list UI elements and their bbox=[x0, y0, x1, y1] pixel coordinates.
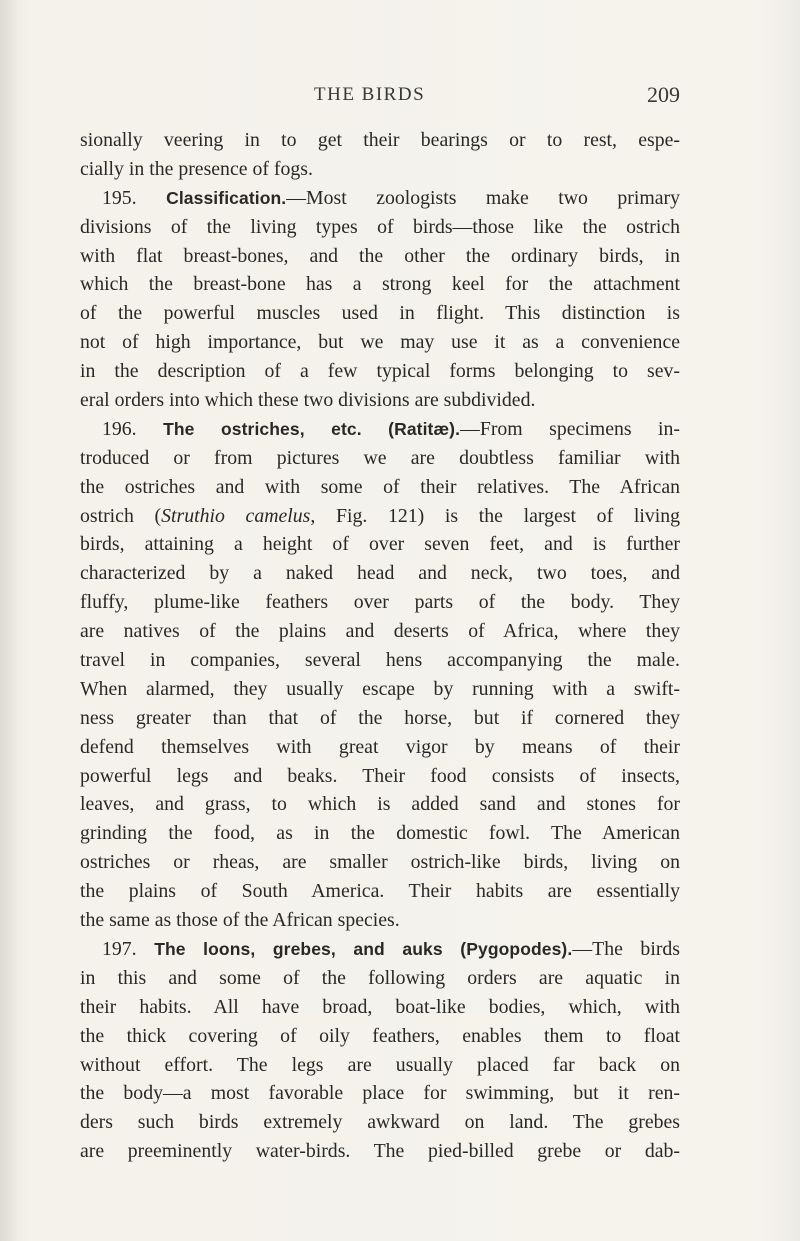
text-line: without effort. The legs are usually placed far back on bbox=[80, 1053, 680, 1076]
text-line: the plains of South America. Their habits are essentially bbox=[80, 880, 680, 903]
section-heading-classification: Classification. bbox=[166, 187, 287, 208]
text-line: sionally veering in to get their bearings or to rest, espe- bbox=[80, 129, 680, 151]
text-line: of the powerful muscles used in flight. This distinction is bbox=[80, 302, 680, 325]
text-line: ostriches or rheas, are smaller ostrich-like birds, living on bbox=[80, 851, 680, 874]
text-line: with flat breast-bones, and the other the ordinary birds, in bbox=[80, 244, 680, 267]
text-run: ostrich ( bbox=[80, 504, 162, 527]
text-line: grinding the food, as in the domestic fowl. The American bbox=[80, 822, 680, 845]
text-run: —From specimens in- bbox=[460, 417, 680, 440]
text-line: cially in the presence of fogs. bbox=[80, 157, 313, 180]
paragraph-197-first-line bbox=[80, 935, 680, 964]
running-head: THE BIRDS bbox=[314, 84, 426, 105]
page-number: 209 bbox=[647, 82, 680, 107]
text-line: powerful legs and beaks. Their food consists of insects, bbox=[80, 764, 680, 787]
body-text bbox=[80, 126, 680, 1166]
text-line: in this and some of the following orders are aquatic in bbox=[80, 966, 680, 989]
text-run: —Most zoologists make two primary bbox=[286, 186, 681, 209]
section-heading-loons: The loons, grebes, and auks (Pygopodes). bbox=[154, 938, 573, 959]
text-line: When alarmed, they usually escape by running with a swift- bbox=[80, 677, 680, 700]
text-line: eral orders into which these two divisions are subdivided. bbox=[80, 389, 536, 412]
page-header bbox=[80, 84, 680, 114]
text-line: not of high importance, but we may use it as a convenience bbox=[80, 331, 680, 354]
text-line: the ostriches and with some of their relatives. The African bbox=[80, 475, 680, 498]
text-line: characterized by a naked head and neck, two toes, and bbox=[80, 562, 680, 585]
text-line: in the description of a few typical forms belonging to sev- bbox=[80, 360, 680, 383]
text-line: the body—a most favorable place for swimming, but it ren- bbox=[80, 1082, 680, 1105]
text-line: are natives of the plains and deserts of Africa, where they bbox=[80, 620, 680, 643]
paragraph-196-first-line bbox=[80, 415, 680, 444]
text-line: birds, attaining a height of over seven feet, and is further bbox=[80, 533, 680, 556]
paragraph-195-first-line bbox=[80, 184, 680, 213]
section-number: 196. bbox=[102, 417, 164, 440]
section-heading-ostriches: The ostriches, etc. (Ratitæ). bbox=[163, 418, 461, 439]
text-line: ders such birds extremely awkward on land. The grebes bbox=[80, 1111, 680, 1134]
text-line: leaves, and grass, to which is added sand and stones for bbox=[80, 793, 680, 816]
section-number: 197. bbox=[102, 937, 155, 960]
page-gutter-shadow bbox=[0, 0, 18, 1241]
text-run: —The birds bbox=[572, 937, 680, 960]
text-line: troduced or from pictures we are doubtless familiar with bbox=[80, 446, 680, 469]
text-line: travel in companies, several hens accompanying the male. bbox=[80, 649, 680, 672]
text-line: defend themselves with great vigor by means of their bbox=[80, 735, 680, 758]
text-line: the thick covering of oily feathers, enables them to float bbox=[80, 1024, 680, 1047]
text-line: which the breast-bone has a strong keel for the attachment bbox=[80, 273, 680, 296]
scientific-name: Struthio camelus bbox=[161, 504, 311, 527]
text-line: ness greater than that of the horse, but if cornered they bbox=[80, 706, 680, 729]
section-number: 195. bbox=[102, 186, 167, 209]
text-line: the same as those of the African species. bbox=[80, 909, 400, 932]
text-line: are preeminently water-birds. The pied-billed grebe or dab- bbox=[80, 1140, 680, 1163]
text-line: their habits. All have broad, boat-like bodies, which, with bbox=[80, 995, 680, 1018]
text-line bbox=[80, 502, 680, 531]
text-run: , Fig. 121) is the largest of living bbox=[310, 504, 680, 527]
text-line: fluffy, plume-like feathers over parts of the body. They bbox=[80, 591, 680, 614]
text-line: divisions of the living types of birds—those like the ostrich bbox=[80, 215, 680, 238]
